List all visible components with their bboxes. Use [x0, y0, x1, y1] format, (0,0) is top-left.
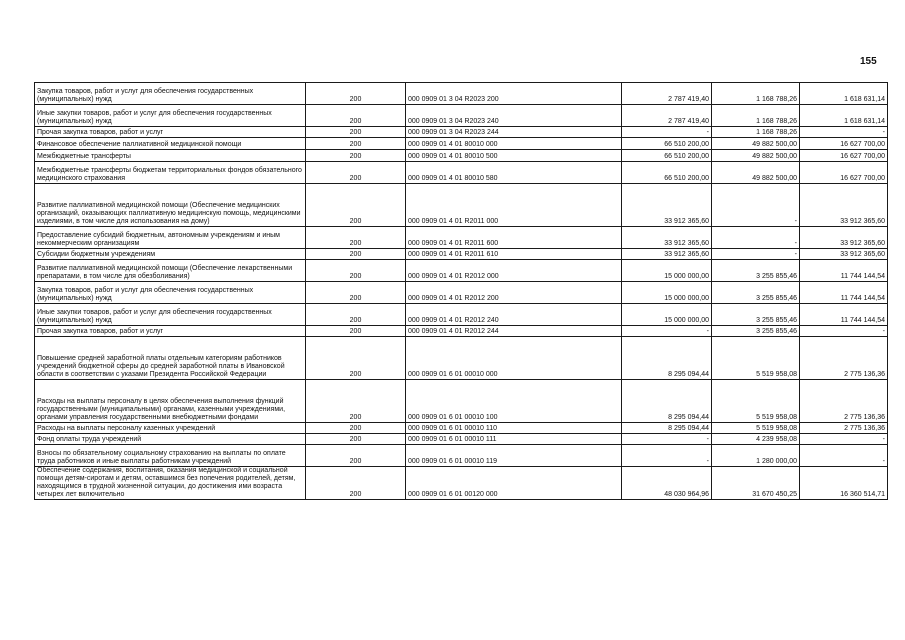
- row-approved-amount-cell: -: [622, 445, 712, 467]
- row-remaining-amount-cell: 33 912 365,60: [800, 184, 888, 227]
- table-row: [35, 445, 888, 467]
- row-name-cell: Обеспечение содержания, воспитания, оказания медицинской и социальной помощи детям-сиротам и детям, оставшимся без попечения родителей, детям, находящимся в трудной жизненной ситуации, до достижения ими возраста четырех лет включительно: [35, 467, 306, 500]
- row-name-cell: Расходы на выплаты персоналу казенных учреждений: [35, 423, 306, 434]
- row-code-cell: 200: [306, 337, 406, 380]
- row-remaining-amount-cell: 2 775 136,36: [800, 337, 888, 380]
- row-remaining-amount-cell: 2 775 136,36: [800, 380, 888, 423]
- row-remaining-amount-cell: 11 744 144,54: [800, 304, 888, 326]
- row-name-cell: Иные закупки товаров, работ и услуг для обеспечения государственных (муниципальных) нужд: [35, 105, 306, 127]
- table-row: [35, 304, 888, 326]
- row-remaining-amount-cell: -: [800, 434, 888, 445]
- row-remaining-amount-cell: 33 912 365,60: [800, 227, 888, 249]
- row-name-cell: Взносы по обязательному социальному страхованию на выплаты по оплате труда работников и иные выплаты работникам учреждений: [35, 445, 306, 467]
- budget-report-table: [34, 82, 888, 500]
- row-kbk-cell: 000 0909 01 3 04 R2023 240: [406, 105, 622, 127]
- row-kbk-cell: 000 0909 01 4 01 R2012 244: [406, 326, 622, 337]
- row-executed-amount-cell: 5 519 958,08: [712, 423, 800, 434]
- row-name-cell: Межбюджетные трансферты: [35, 150, 306, 162]
- row-approved-amount-cell: 33 912 365,60: [622, 249, 712, 260]
- row-name-cell: Прочая закупка товаров, работ и услуг: [35, 127, 306, 138]
- row-approved-amount-cell: 8 295 094,44: [622, 423, 712, 434]
- table-row: [35, 184, 888, 227]
- table-row: [35, 467, 888, 500]
- row-executed-amount-cell: 1 168 788,26: [712, 83, 800, 105]
- row-code-cell: 200: [306, 162, 406, 184]
- row-executed-amount-cell: 3 255 855,46: [712, 260, 800, 282]
- row-executed-amount-cell: 1 280 000,00: [712, 445, 800, 467]
- row-code-cell: 200: [306, 467, 406, 500]
- row-approved-amount-cell: 33 912 365,60: [622, 184, 712, 227]
- row-code-cell: 200: [306, 184, 406, 227]
- row-executed-amount-cell: 49 882 500,00: [712, 162, 800, 184]
- row-approved-amount-cell: 2 787 419,40: [622, 83, 712, 105]
- table-row: [35, 162, 888, 184]
- row-executed-amount-cell: 5 519 958,08: [712, 337, 800, 380]
- row-code-cell: 200: [306, 150, 406, 162]
- row-kbk-cell: 000 0909 01 3 04 R2023 244: [406, 127, 622, 138]
- row-name-cell: Закупка товаров, работ и услуг для обеспечения государственных (муниципальных) нужд: [35, 83, 306, 105]
- row-executed-amount-cell: 1 168 788,26: [712, 105, 800, 127]
- report-table-body: [35, 83, 888, 500]
- table-row: [35, 138, 888, 150]
- row-executed-amount-cell: 1 168 788,26: [712, 127, 800, 138]
- row-remaining-amount-cell: 2 775 136,36: [800, 423, 888, 434]
- row-executed-amount-cell: 31 670 450,25: [712, 467, 800, 500]
- table-row: [35, 249, 888, 260]
- row-kbk-cell: 000 0909 01 4 01 R2011 610: [406, 249, 622, 260]
- row-code-cell: 200: [306, 304, 406, 326]
- row-executed-amount-cell: 3 255 855,46: [712, 304, 800, 326]
- row-name-cell: Развитие паллиативной медицинской помощи (Обеспечение лекарственными препаратами, в том числе для обезболивания): [35, 260, 306, 282]
- row-remaining-amount-cell: 16 627 700,00: [800, 138, 888, 150]
- row-code-cell: 200: [306, 260, 406, 282]
- row-code-cell: 200: [306, 326, 406, 337]
- row-remaining-amount-cell: 11 744 144,54: [800, 282, 888, 304]
- table-row: [35, 423, 888, 434]
- row-remaining-amount-cell: 1 618 631,14: [800, 83, 888, 105]
- row-code-cell: 200: [306, 83, 406, 105]
- row-remaining-amount-cell: 11 744 144,54: [800, 260, 888, 282]
- row-executed-amount-cell: -: [712, 249, 800, 260]
- row-approved-amount-cell: 66 510 200,00: [622, 138, 712, 150]
- row-approved-amount-cell: 33 912 365,60: [622, 227, 712, 249]
- row-name-cell: Фонд оплаты труда учреждений: [35, 434, 306, 445]
- row-approved-amount-cell: 48 030 964,96: [622, 467, 712, 500]
- page-number: 155: [860, 56, 877, 67]
- row-approved-amount-cell: 8 295 094,44: [622, 337, 712, 380]
- row-kbk-cell: 000 0909 01 3 04 R2023 200: [406, 83, 622, 105]
- row-kbk-cell: 000 0909 01 4 01 80010 000: [406, 138, 622, 150]
- row-name-cell: Финансовое обеспечение паллиативной медицинской помощи: [35, 138, 306, 150]
- row-code-cell: 200: [306, 423, 406, 434]
- row-remaining-amount-cell: -: [800, 326, 888, 337]
- row-name-cell: Субсидии бюджетным учреждениям: [35, 249, 306, 260]
- row-kbk-cell: 000 0909 01 6 01 00120 000: [406, 467, 622, 500]
- row-kbk-cell: 000 0909 01 4 01 R2012 200: [406, 282, 622, 304]
- row-code-cell: 200: [306, 127, 406, 138]
- row-name-cell: Повышение средней заработной платы отдельным категориям работников учреждений бюджетной сферы до средней заработной платы в Ивановской области в соответствии с указами Президента Российской Федерации: [35, 337, 306, 380]
- row-remaining-amount-cell: 16 627 700,00: [800, 162, 888, 184]
- row-approved-amount-cell: -: [622, 326, 712, 337]
- table-row: [35, 83, 888, 105]
- row-executed-amount-cell: 3 255 855,46: [712, 282, 800, 304]
- row-approved-amount-cell: 15 000 000,00: [622, 260, 712, 282]
- row-name-cell: Иные закупки товаров, работ и услуг для обеспечения государственных (муниципальных) нужд: [35, 304, 306, 326]
- table-row: [35, 326, 888, 337]
- row-kbk-cell: 000 0909 01 6 01 00010 100: [406, 380, 622, 423]
- row-remaining-amount-cell: 33 912 365,60: [800, 249, 888, 260]
- table-row: [35, 105, 888, 127]
- row-kbk-cell: 000 0909 01 4 01 R2012 240: [406, 304, 622, 326]
- row-kbk-cell: 000 0909 01 4 01 R2011 000: [406, 184, 622, 227]
- row-executed-amount-cell: -: [712, 184, 800, 227]
- row-approved-amount-cell: 8 295 094,44: [622, 380, 712, 423]
- row-approved-amount-cell: -: [622, 434, 712, 445]
- row-code-cell: 200: [306, 380, 406, 423]
- row-code-cell: 200: [306, 138, 406, 150]
- table-row: [35, 434, 888, 445]
- row-approved-amount-cell: -: [622, 127, 712, 138]
- row-kbk-cell: 000 0909 01 6 01 00010 111: [406, 434, 622, 445]
- row-code-cell: 200: [306, 445, 406, 467]
- row-kbk-cell: 000 0909 01 4 01 R2011 600: [406, 227, 622, 249]
- row-approved-amount-cell: 15 000 000,00: [622, 304, 712, 326]
- table-row: [35, 380, 888, 423]
- row-code-cell: 200: [306, 227, 406, 249]
- row-executed-amount-cell: 4 239 958,08: [712, 434, 800, 445]
- row-remaining-amount-cell: -: [800, 445, 888, 467]
- row-kbk-cell: 000 0909 01 6 01 00010 119: [406, 445, 622, 467]
- row-name-cell: Межбюджетные трансферты бюджетам территориальных фондов обязательного медицинского страхования: [35, 162, 306, 184]
- row-name-cell: Предоставление субсидий бюджетным, автономным учреждениям и иным некоммерческим организациям: [35, 227, 306, 249]
- row-approved-amount-cell: 66 510 200,00: [622, 150, 712, 162]
- table-row: [35, 150, 888, 162]
- row-name-cell: Расходы на выплаты персоналу в целях обеспечения выполнения функций государственными (муниципальными) органами, казенными учреждениями, органами управления государственными внебюджетными фондами: [35, 380, 306, 423]
- row-code-cell: 200: [306, 105, 406, 127]
- table-row: [35, 337, 888, 380]
- table-row: [35, 260, 888, 282]
- table-row: [35, 227, 888, 249]
- row-executed-amount-cell: 49 882 500,00: [712, 150, 800, 162]
- row-remaining-amount-cell: 16 627 700,00: [800, 150, 888, 162]
- row-kbk-cell: 000 0909 01 4 01 R2012 000: [406, 260, 622, 282]
- row-executed-amount-cell: -: [712, 227, 800, 249]
- row-executed-amount-cell: 49 882 500,00: [712, 138, 800, 150]
- row-approved-amount-cell: 15 000 000,00: [622, 282, 712, 304]
- table-row: [35, 282, 888, 304]
- table-row: [35, 127, 888, 138]
- row-remaining-amount-cell: -: [800, 127, 888, 138]
- row-approved-amount-cell: 66 510 200,00: [622, 162, 712, 184]
- row-code-cell: 200: [306, 434, 406, 445]
- row-code-cell: 200: [306, 249, 406, 260]
- row-name-cell: Прочая закупка товаров, работ и услуг: [35, 326, 306, 337]
- row-kbk-cell: 000 0909 01 4 01 80010 500: [406, 150, 622, 162]
- row-kbk-cell: 000 0909 01 6 01 00010 110: [406, 423, 622, 434]
- row-code-cell: 200: [306, 282, 406, 304]
- row-remaining-amount-cell: 16 360 514,71: [800, 467, 888, 500]
- row-kbk-cell: 000 0909 01 4 01 80010 580: [406, 162, 622, 184]
- row-executed-amount-cell: 5 519 958,08: [712, 380, 800, 423]
- row-kbk-cell: 000 0909 01 6 01 00010 000: [406, 337, 622, 380]
- row-name-cell: Развитие паллиативной медицинской помощи (Обеспечение медицинских организаций, оказывающих паллиативную медицинскую помощь, медицинскими изделиями, в том числе для использования на дому): [35, 184, 306, 227]
- row-remaining-amount-cell: 1 618 631,14: [800, 105, 888, 127]
- row-name-cell: Закупка товаров, работ и услуг для обеспечения государственных (муниципальных) нужд: [35, 282, 306, 304]
- row-executed-amount-cell: 3 255 855,46: [712, 326, 800, 337]
- row-approved-amount-cell: 2 787 419,40: [622, 105, 712, 127]
